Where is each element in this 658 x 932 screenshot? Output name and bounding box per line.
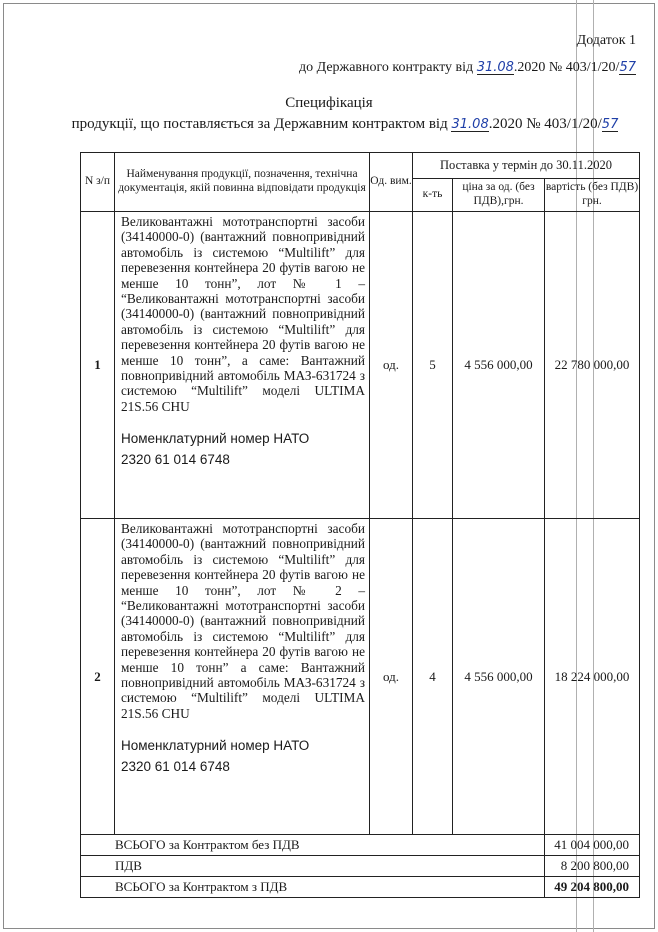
row-description-cell: [115, 212, 370, 519]
row-description: Великовантажні мототранспортні засоби (34140000-0) (вантажний повнопривідний автомобіль із системою “Multilift” для перевезення контейнера 20 футів вагою не менше 10 тонн”, лот № 1 – “Великовантажні мототранспортні засоби (34140000-0) (вантажний повнопривідний автомобіль із системою “Multilift” для перевезення контейнера 20 футів вагою не менше 10 тонн”, а саме: Вантажний повнопривідний автомобіль МАЗ-631724 з системою “Multilift” моделі ULTIMA 21S.56 CHU: [121, 214, 365, 414]
nato-code: 2320 61 014 6748: [121, 452, 230, 468]
grand-total-value: 49 204 800,00: [545, 877, 640, 898]
contract-suffix: .2020 № 403/1/20/: [513, 60, 620, 75]
row-unit: од.: [370, 519, 413, 835]
vat-label: ПДВ: [81, 856, 545, 877]
contract-date-month: 08: [497, 60, 514, 75]
row-num: 2: [81, 519, 115, 835]
header-price: ціна за од. (без ПДВ),грн.: [453, 179, 545, 212]
subtitle-suffix: .2020 № 403/1/20/: [488, 116, 602, 132]
header-unit: Од. вим.: [370, 153, 413, 212]
grand-total-label: ВСЬОГО за Контрактом з ПДВ: [81, 877, 545, 898]
row-description-cell: [115, 519, 370, 835]
contract-prefix: до Державного контракту від: [298, 60, 474, 75]
row-price: 4 556 000,00: [453, 519, 545, 835]
spec-subtitle: [16, 116, 658, 133]
row-unit: од.: [370, 212, 413, 519]
header-delivery: Поставка у термін до 30.11.2020: [413, 153, 640, 179]
header-qty: к-ть: [413, 179, 453, 212]
row-cost: 22 780 000,00: [545, 212, 640, 519]
contract-number: 57: [619, 60, 636, 75]
row-description: Великовантажні мототранспортні засоби (34140000-0) (вантажний повнопривідний автомобіль із системою “Multilift” для перевезення контейнера 20 футів вагою не менше 10 тонн”, лот № 2 – “Великовантажні мототранспортні засоби (34140000-0) (вантажний повнопривідний автомобіль із системою “Multilift” для перевезення контейнера 20 футів вагою не менше 10 тонн” а саме: Вантажний повнопривідний автомобіль МАЗ-631724 з системою “Multilift” моделі ULTIMA 21S.56 CHU: [121, 521, 365, 721]
nato-code: 2320 61 014 6748: [121, 759, 230, 775]
nato-label: Номенклатурний номер НАТО: [121, 431, 310, 447]
vat-row: [81, 856, 640, 877]
total-value: 41 004 000,00: [545, 835, 640, 856]
nato-label: Номенклатурний номер НАТО: [121, 738, 310, 754]
subtitle-date-day: 31.: [451, 117, 473, 132]
appendix-label: Додаток 1: [576, 33, 636, 48]
grand-total-row: [81, 877, 640, 898]
row-cost: 18 224 000,00: [545, 519, 640, 835]
spec-title: Специфікація: [285, 95, 373, 111]
subtitle-date-month: 08: [472, 117, 489, 132]
row-qty: 4: [413, 519, 453, 835]
header-name: Найменування продукції, позначення, технічна документація, якій повинна відповідати продукція: [115, 153, 370, 212]
total-label: ВСЬОГО за Контрактом без ПДВ: [81, 835, 545, 856]
table-row: [81, 212, 640, 519]
table-row: [81, 519, 640, 835]
contract-date-day: 31.: [476, 60, 498, 75]
row-qty: 5: [413, 212, 453, 519]
header-num: N з/п: [81, 153, 115, 212]
subtitle-contract-number: 57: [601, 117, 619, 132]
vat-value: 8 200 800,00: [545, 856, 640, 877]
row-num: 1: [81, 212, 115, 519]
header-cost: вартість (без ПДВ) грн.: [545, 179, 640, 212]
contract-reference: [299, 60, 636, 76]
subtitle-prefix: продукції, що поставляється за Державним контрактом від: [71, 116, 448, 132]
total-row: [81, 835, 640, 856]
specification-table: [80, 152, 640, 898]
row-price: 4 556 000,00: [453, 212, 545, 519]
